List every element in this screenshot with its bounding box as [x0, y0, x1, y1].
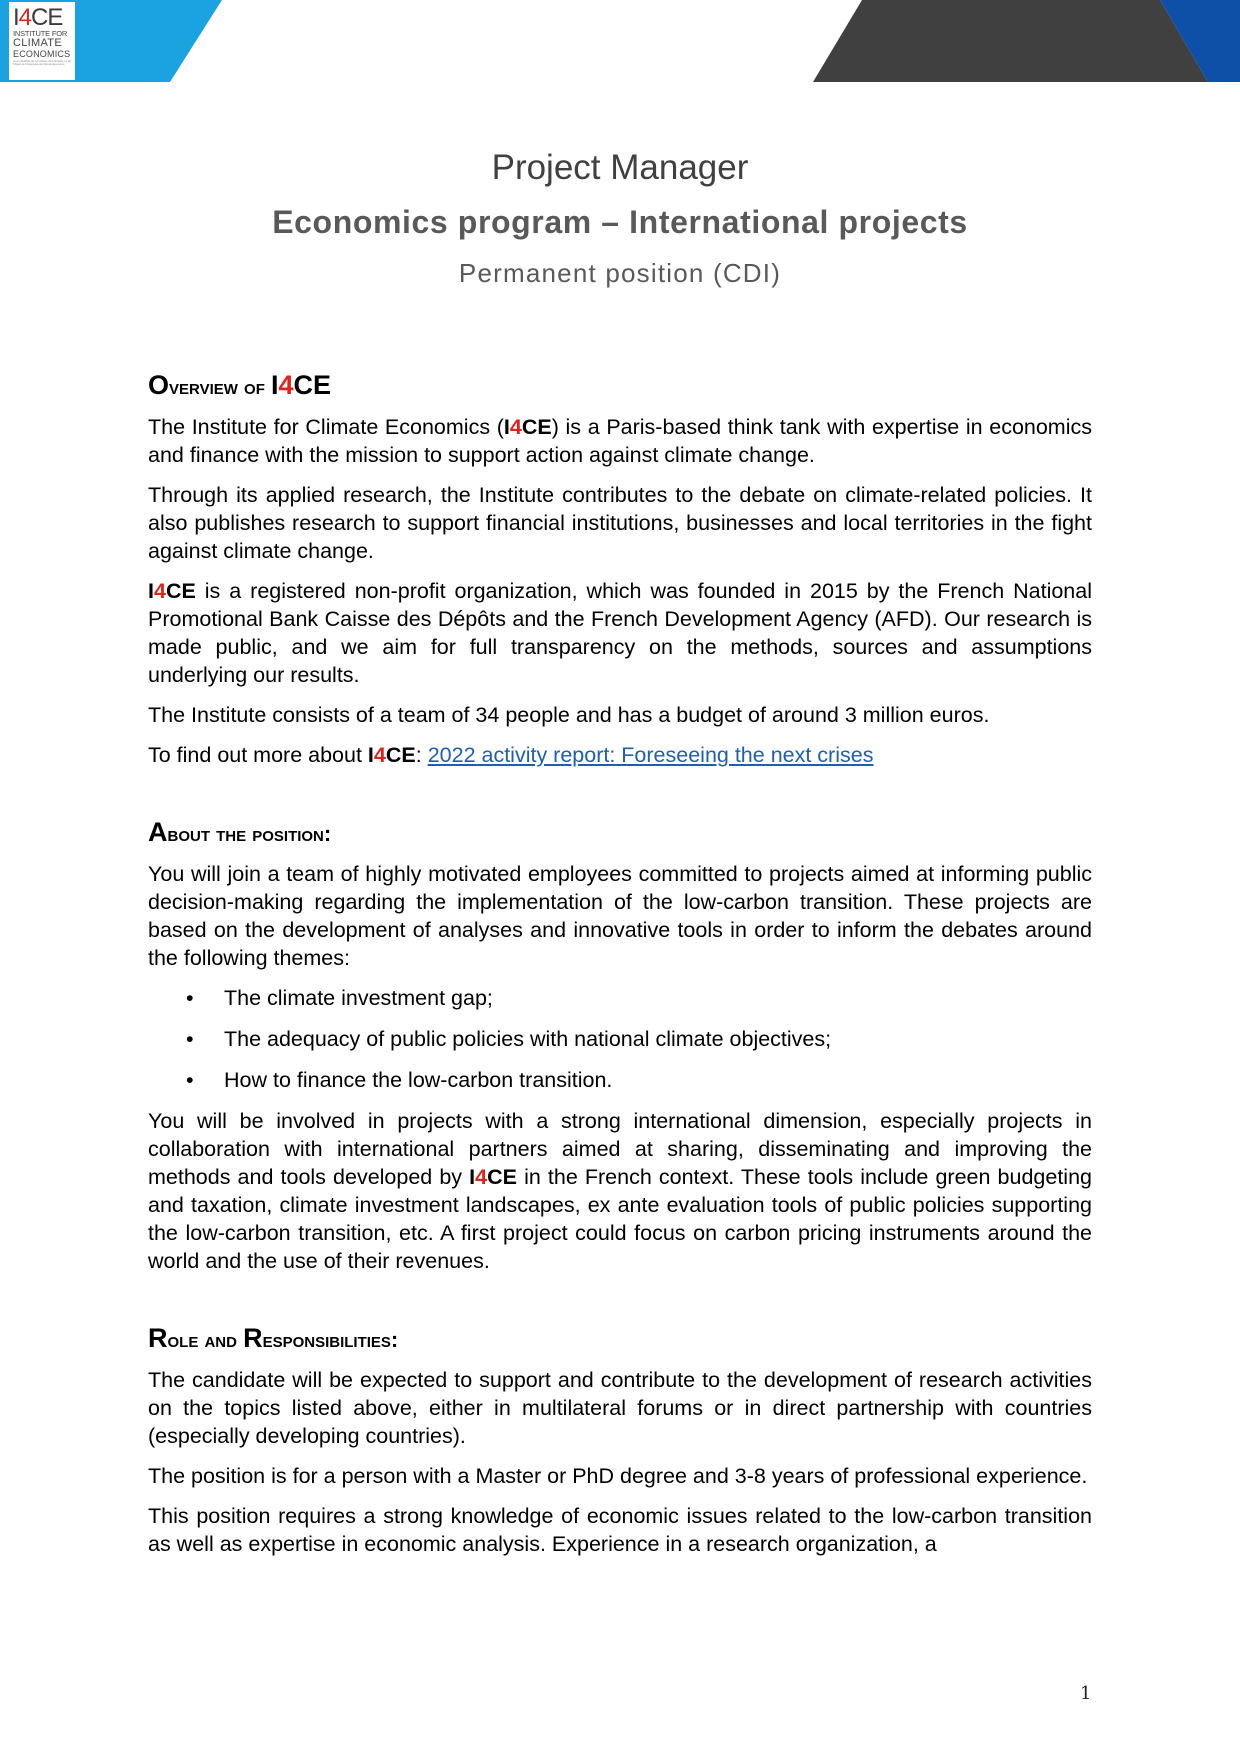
logo-line-3: ECONOMICS	[13, 49, 71, 59]
program-title: Economics program – International projects	[272, 204, 968, 240]
role-paragraph-2: The position is for a person with a Master or PhD degree and 3-8 years of professional experience.	[148, 1464, 1088, 1488]
logo-tagline: Une initiative de la Caisse des Dépôts et de l'Agence Française de Développement	[13, 59, 72, 66]
page-number: 1	[1080, 1683, 1092, 1704]
overview-paragraph-2: Through its applied research, the Institute contributes to the debate on climate-related policies. It also publishes research to support financial institutions, businesses and local territories in the fight against climate change.	[148, 483, 1092, 563]
bullet-icon: •	[186, 986, 194, 1010]
heading-overview: Overview of I4CE	[148, 370, 332, 400]
header-dark-band	[780, 0, 1240, 82]
themes-list	[148, 984, 1092, 1094]
i4ce-logo	[9, 2, 75, 80]
role-paragraph-1: The candidate will be expected to support and contribute to the development of research activities on the topics listed above, either in multilateral forums or in direct partnership with countries (especially developing countries).	[148, 1368, 1092, 1448]
bullet-icon: •	[186, 1027, 194, 1051]
overview-paragraph-1: The Institute for Climate Economics (I4CE) is a Paris-based think tank with expertise in economics and finance with the mission to support action against climate change.	[148, 415, 1092, 467]
contract-type: Permanent position (CDI)	[458, 258, 782, 288]
bullet-icon: •	[186, 1068, 194, 1092]
logo-line-2: CLIMATE	[13, 37, 62, 49]
list-item: • The adequacy of public policies with national climate objectives;	[186, 1027, 832, 1051]
activity-report-link[interactable]: 2022 activity report: Foreseeing the next crises	[427, 743, 874, 767]
document-body	[148, 370, 1092, 1570]
role-paragraph-3: This position requires a strong knowledge of economic issues related to the low-carbon transition as well as expertise in economic analysis. Experience in a research organization, a	[148, 1504, 1092, 1556]
about-paragraph-1: You will join a team of highly motivated employees committed to projects aimed at informing public decision-making regarding the implementation of the low-carbon transition. These projects are based on the development of analyses and innovative tools in order to inform the debates around the following themes:	[148, 862, 1092, 970]
overview-paragraph-4: The Institute consists of a team of 34 people and has a budget of around 3 million euros.	[148, 703, 990, 727]
overview-paragraph-5: To find out more about I4CE: 2022 activity report: Foreseeing the next crises	[148, 743, 874, 767]
list-item: • The climate investment gap;	[186, 986, 493, 1010]
list-item: • How to finance the low-carbon transition.	[186, 1068, 613, 1092]
heading-about-position: About the position:	[148, 817, 332, 847]
logo-line-1: INSTITUTE FOR	[13, 29, 68, 38]
about-paragraph-2: You will be involved in projects with a strong international dimension, especially projects in collaboration with international partners aimed at sharing, disseminating and improving the methods and tools developed by I4CE in the French context. These tools include green budgeting and taxation, climate investment landscapes, ex ante evaluation tools of public policies supporting the low-carbon transition, etc. A first project could focus on carbon pricing instruments around the world and the use of their revenues.	[148, 1109, 1092, 1273]
heading-role-responsibilities: Role and Responsibilities:	[148, 1323, 399, 1353]
overview-paragraph-3: I4CE is a registered non-profit organization, which was founded in 2015 by the French National Promotional Bank Caisse des Dépôts and the French Development Agency (AFD). Our research is made public, and we aim for full transparency on the methods, sources and assumptions underlying our results.	[148, 579, 1092, 687]
logo-mark: I4CE	[13, 4, 63, 31]
job-title: Project Manager	[491, 148, 749, 187]
